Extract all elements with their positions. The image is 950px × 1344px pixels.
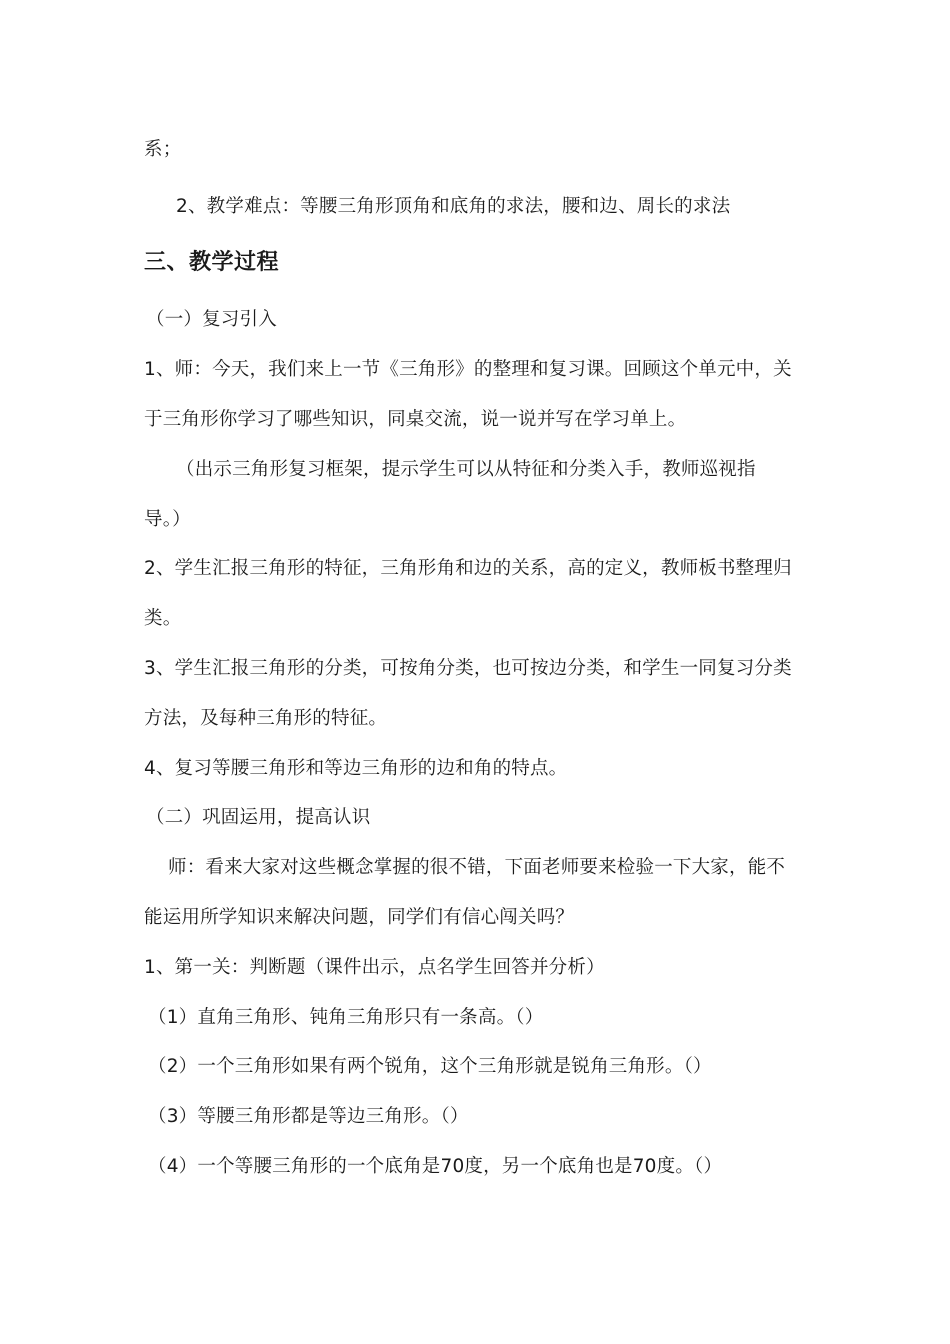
paragraph-line: 方法，及每种三角形的特征。 bbox=[144, 708, 388, 729]
teaching-difficulty: 2、教学难点：等腰三角形顶角和底角的求法，腰和边、周长的求法 bbox=[176, 196, 731, 217]
quiz-item: （2）一个三角形如果有两个锐角，这个三角形就是锐角三角形。（） bbox=[148, 1056, 712, 1077]
paragraph-line: （出示三角形复习框架，提示学生可以从特征和分类入手，教师巡视指 bbox=[176, 459, 756, 480]
section-heading-teaching-process: 三、教学过程 bbox=[144, 250, 280, 275]
subsection-review-intro: （一）复习引入 bbox=[146, 309, 277, 330]
paragraph-line: 于三角形你学习了哪些知识，同桌交流，说一说并写在学习单上。 bbox=[144, 409, 687, 430]
paragraph-line: 2、学生汇报三角形的特征，三角形角和边的关系，高的定义，教师板书整理归 bbox=[144, 558, 792, 579]
quiz-item: （1）直角三角形、钝角三角形只有一条高。（） bbox=[148, 1007, 544, 1028]
paragraph-line: 4、复习等腰三角形和等边三角形的边和角的特点。 bbox=[144, 758, 568, 779]
paragraph-line: 导。） bbox=[144, 509, 191, 530]
paragraph-line: 3、学生汇报三角形的分类，可按角分类，也可按边分类，和学生一同复习分类 bbox=[144, 658, 792, 679]
paragraph-line: 师：看来大家对这些概念掌握的很不错，下面老师要来检验一下大家，能不 bbox=[168, 857, 786, 878]
paragraph-line: 1、师：今天，我们来上一节《三角形》的整理和复习课。回顾这个单元中，关 bbox=[144, 359, 792, 380]
paragraph-line: 类。 bbox=[144, 608, 182, 629]
quiz-item: （3）等腰三角形都是等边三角形。（） bbox=[148, 1106, 469, 1127]
paragraph-line: 能运用所学知识来解决问题，同学们有信心闯关吗？ bbox=[144, 907, 575, 928]
paragraph-continuation: 系； bbox=[144, 139, 182, 160]
subsection-consolidation: （二）巩固运用，提高认识 bbox=[146, 807, 371, 828]
quiz-item: （4）一个等腰三角形的一个底角是70度，另一个底角也是70度。（） bbox=[148, 1156, 723, 1177]
paragraph-line: 1、第一关：判断题（课件出示，点名学生回答并分析） bbox=[144, 957, 605, 978]
